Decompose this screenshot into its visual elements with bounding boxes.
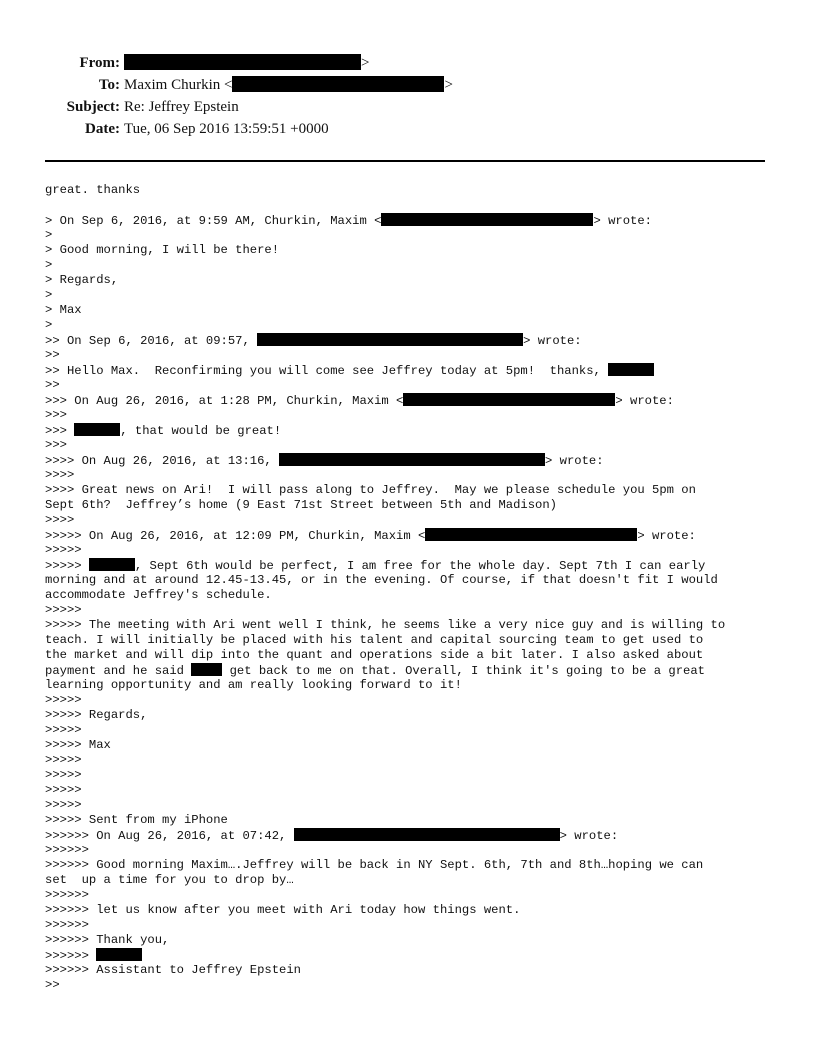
body-line: > bbox=[45, 318, 53, 332]
redaction-block bbox=[89, 558, 135, 571]
date-value: Tue, 06 Sep 2016 13:59:51 +0000 bbox=[124, 121, 329, 137]
body-line: >>>>>> bbox=[45, 888, 89, 902]
body-line: > On Sep 6, 2016, at 9:59 AM, Churkin, Maxim < > wrote: bbox=[45, 214, 652, 228]
body-line: >>>>> bbox=[45, 783, 82, 797]
body-line: >>>> bbox=[45, 513, 75, 527]
body-line: >>>>>> On Aug 26, 2016, at 07:42, > wrote: bbox=[45, 829, 619, 843]
body-line: >>>>> , Sept 6th would be perfect, I am free for the whole day. Sept 7th I can early bbox=[45, 559, 706, 573]
body-line: set up a time for you to drop by… bbox=[45, 873, 294, 887]
redaction-block bbox=[425, 528, 637, 541]
body-line: >>>>> On Aug 26, 2016, at 12:09 PM, Churkin, Maxim < > wrote: bbox=[45, 529, 696, 543]
date-label: Date: bbox=[85, 121, 120, 137]
body-line: >>>>> bbox=[45, 543, 82, 557]
body-line: great. thanks bbox=[45, 183, 141, 197]
body-line: > Max bbox=[45, 303, 82, 317]
body-line: accommodate Jeffrey's schedule. bbox=[45, 588, 272, 602]
body-line: >>>>> bbox=[45, 753, 82, 767]
body-line: >>>>>> bbox=[45, 918, 89, 932]
body-line: >> bbox=[45, 378, 60, 392]
to-value: Maxim Churkin < > bbox=[124, 77, 453, 93]
body-line: > Regards, bbox=[45, 273, 119, 287]
body-line: >> Hello Max. Reconfirming you will come see Jeffrey today at 5pm! thanks, bbox=[45, 363, 654, 378]
from-label: From: bbox=[79, 55, 120, 71]
body-line: >>>>> bbox=[45, 798, 82, 812]
redaction-block bbox=[124, 54, 361, 70]
redaction-block bbox=[232, 76, 444, 92]
body-line: > bbox=[45, 258, 53, 272]
redaction-block bbox=[381, 213, 593, 226]
body-line: >>>>> bbox=[45, 603, 82, 617]
body-line: >>>>> Max bbox=[45, 738, 111, 752]
from-value: > bbox=[124, 52, 369, 74]
body-line: >>>>>> Assistant to Jeffrey Epstein bbox=[45, 963, 301, 977]
body-line: the market and will dip into the quant and operations side a bit later. I also asked about bbox=[45, 648, 704, 662]
header-divider bbox=[45, 160, 765, 162]
body-line: >>>> Great news on Ari! I will pass along to Jeffrey. May we please schedule you 5pm on bbox=[45, 483, 696, 497]
body-line: >>>>>> Thank you, bbox=[45, 933, 170, 947]
body-line: >> bbox=[45, 348, 60, 362]
body-line: >> bbox=[45, 978, 60, 992]
redaction-block bbox=[608, 363, 654, 376]
body-line: > bbox=[45, 288, 53, 302]
date-row bbox=[0, 118, 816, 140]
body-line: >>>> On Aug 26, 2016, at 13:16, > wrote: bbox=[45, 454, 604, 468]
body-line: >>>>>> bbox=[45, 948, 142, 963]
redaction-block bbox=[96, 948, 142, 961]
to-label: To: bbox=[98, 77, 120, 93]
body-line: >>>> bbox=[45, 468, 75, 482]
redaction-block bbox=[279, 453, 545, 466]
body-line: >>>>>> Good morning Maxim….Jeffrey will be back in NY Sept. 6th, 7th and 8th…hoping we can bbox=[45, 858, 704, 872]
body-line: morning and at around 12.45-13.45, or in the evening. Of course, if that doesn't fit I would bbox=[45, 573, 718, 587]
redaction-block bbox=[257, 333, 523, 346]
body-line: >>>>>> bbox=[45, 843, 89, 857]
body-line: >>>>> bbox=[45, 768, 82, 782]
subject-row bbox=[0, 96, 816, 118]
from-row bbox=[0, 52, 816, 74]
body-line: >>> bbox=[45, 408, 67, 422]
body-line: Sept 6th? Jeffrey’s home (9 East 71st Street between 5th and Madison) bbox=[45, 498, 557, 512]
body-line: >>>>> Sent from my iPhone bbox=[45, 813, 228, 827]
body-line: >>> bbox=[45, 438, 67, 452]
subject-label: Subject: bbox=[66, 99, 120, 115]
body-line: >>> On Aug 26, 2016, at 1:28 PM, Churkin, Maxim < > wrote: bbox=[45, 394, 674, 408]
body-line: >>> , that would be great! bbox=[45, 424, 282, 438]
body-line: learning opportunity and am really looking forward to it! bbox=[45, 678, 462, 692]
body-line: >>>>> The meeting with Ari went well I think, he seems like a very nice guy and is willing to bbox=[45, 618, 726, 632]
body-line: >>>>> bbox=[45, 693, 82, 707]
body-line: payment and he said get back to me on that. Overall, I think it's going to be a great bbox=[45, 664, 705, 678]
body-line: >>>>>> let us know after you meet with Ari today how things went. bbox=[45, 903, 521, 917]
body-line: > bbox=[45, 228, 53, 242]
body-line: teach. I will initially be placed with his talent and capital sourcing team to get used to bbox=[45, 633, 704, 647]
subject-value: Re: Jeffrey Epstein bbox=[124, 99, 239, 115]
body-line: >>>>> bbox=[45, 723, 82, 737]
body-line: >> On Sep 6, 2016, at 09:57, > wrote: bbox=[45, 334, 582, 348]
redaction-block bbox=[191, 663, 222, 676]
redaction-block bbox=[294, 828, 560, 841]
body-line: >>>>> Regards, bbox=[45, 708, 148, 722]
to-row bbox=[0, 74, 816, 96]
redaction-block bbox=[403, 393, 615, 406]
body-line: > Good morning, I will be there! bbox=[45, 243, 280, 257]
redaction-block bbox=[74, 423, 120, 436]
